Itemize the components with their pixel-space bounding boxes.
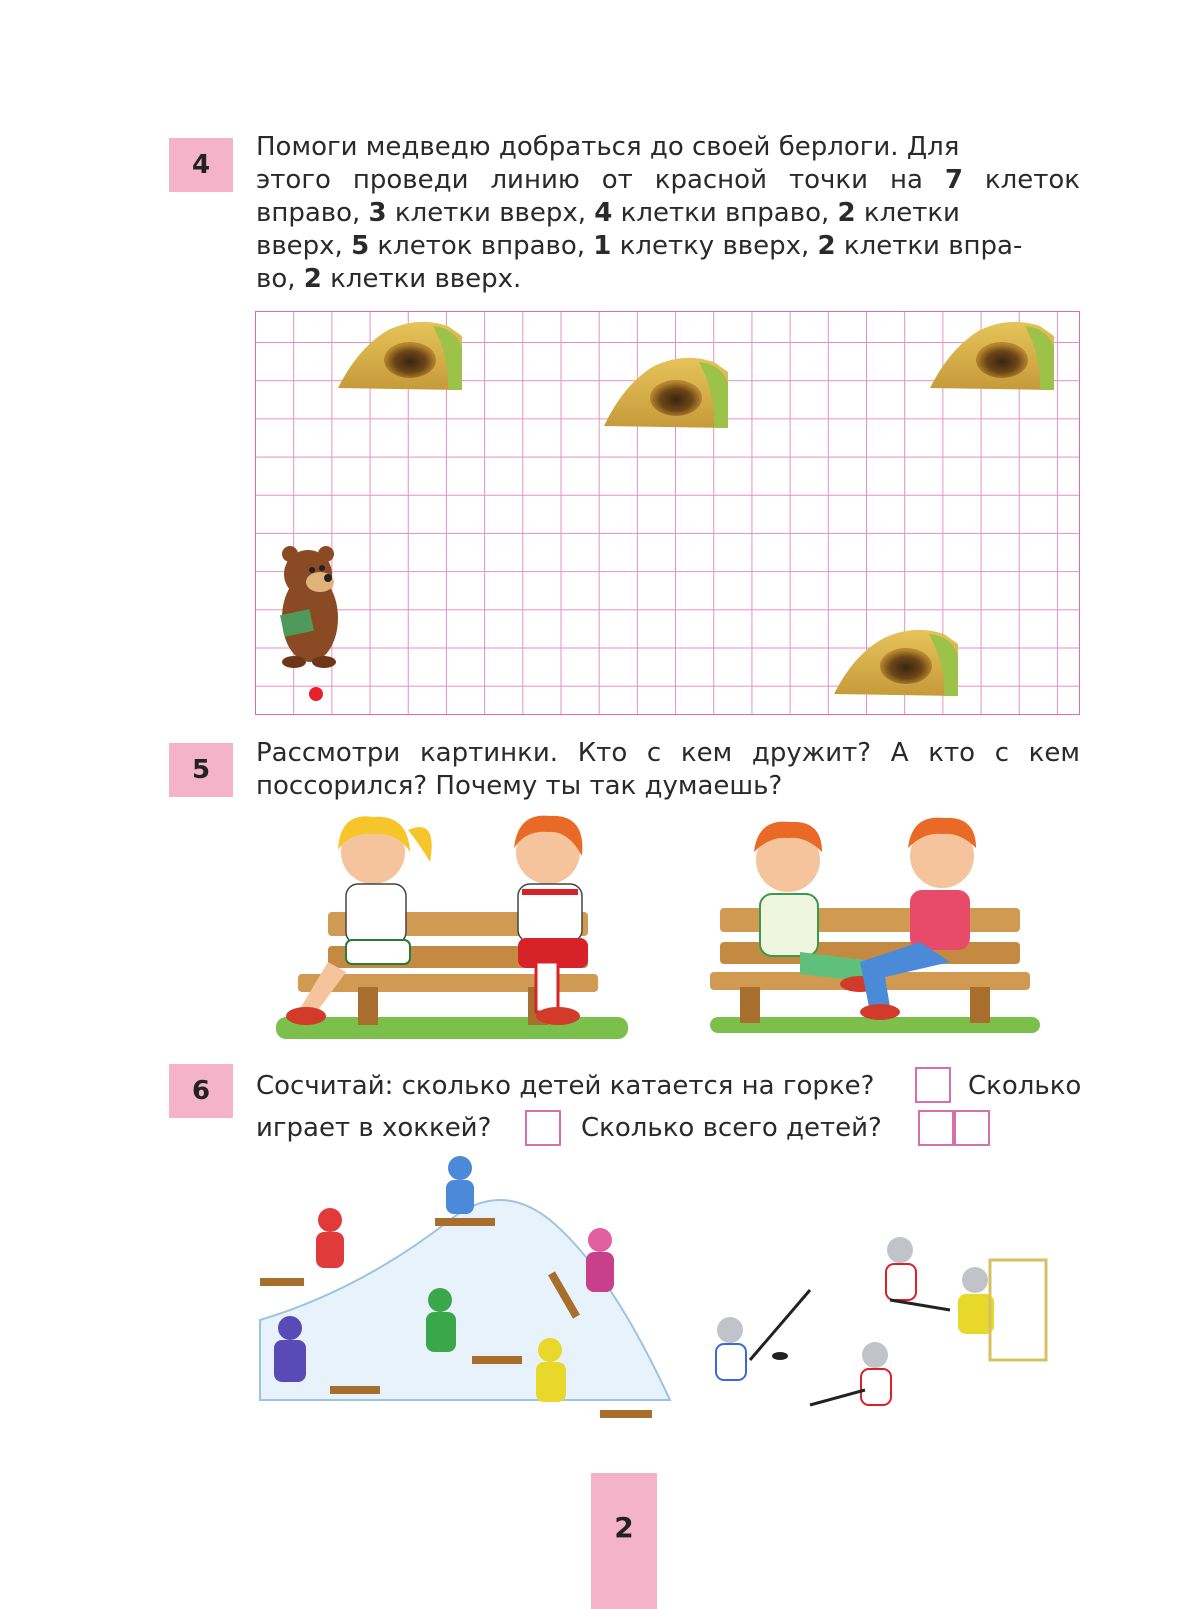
text-run: клетку вверх,	[611, 231, 818, 261]
number-bold: 3	[368, 198, 387, 228]
text-line	[256, 131, 1080, 164]
task-5-text	[256, 737, 1080, 803]
number-bold: 2	[837, 198, 856, 228]
hockey-player-figure	[716, 1290, 810, 1380]
quarrel-scene-illustration	[268, 812, 638, 1052]
task-number: 4	[191, 150, 211, 180]
answer-box-sledding[interactable]	[915, 1067, 951, 1103]
text-line	[256, 197, 1080, 230]
text-line	[256, 263, 1080, 296]
text-run: клетки вверх,	[386, 198, 595, 228]
text-run: этого проведи линию от красной точки на	[256, 165, 945, 195]
text-line	[256, 230, 1080, 263]
text-run: вправо,	[256, 198, 369, 228]
answer-box-total-tens[interactable]	[918, 1110, 954, 1146]
text-run: клеток	[962, 165, 1081, 195]
number-bold: 5	[351, 231, 370, 261]
sledding-child-figure	[260, 1208, 344, 1286]
number-bold: 1	[593, 231, 612, 261]
text-run: клетки вверх.	[321, 264, 522, 294]
task-number: 5	[191, 755, 211, 785]
friends-scene-illustration	[710, 812, 1040, 1052]
text-run: вверх,	[256, 231, 352, 261]
text-run: во,	[256, 264, 304, 294]
task-number-badge	[169, 1064, 233, 1118]
goalkeeper-figure	[958, 1260, 1046, 1360]
text-run: клетки	[855, 198, 960, 228]
winter-scene-illustration	[250, 1160, 1080, 1490]
text-line: Рассмотри картинки. Кто с кем дружит? А кто с кем	[256, 738, 1080, 768]
answer-box-hockey[interactable]	[525, 1110, 561, 1146]
hockey-player-figure	[886, 1237, 950, 1310]
text-line	[256, 164, 1080, 197]
girl-right-figure	[514, 816, 588, 1025]
task-6-question-1: Сосчитай: сколько детей катается на горке?	[256, 1071, 875, 1101]
task-4-text	[256, 131, 1080, 296]
task-number-badge	[169, 138, 233, 192]
answer-box-total-ones[interactable]	[954, 1110, 990, 1146]
page-number	[591, 1473, 657, 1609]
text-run: клеток вправо,	[369, 231, 594, 261]
puck-icon	[772, 1352, 788, 1360]
number-bold: 2	[303, 264, 322, 294]
hockey-player-figure	[810, 1342, 891, 1405]
text-run: клетки впра-	[835, 231, 1023, 261]
text-run: клетки вправо,	[612, 198, 838, 228]
number-bold: 4	[594, 198, 613, 228]
number-bold: 2	[817, 231, 836, 261]
text-line: поссорился? Почему ты так думаешь?	[256, 771, 783, 801]
task-number: 6	[191, 1076, 211, 1106]
text-run: Помоги медведю добраться до своей берлоги. Для	[256, 132, 960, 162]
task-number-badge	[169, 743, 233, 797]
squared-grid[interactable]	[255, 311, 1080, 715]
task-6-question-2a: Сколько	[968, 1071, 1082, 1101]
page-number-label: 2	[614, 1511, 634, 1544]
task-6-question-3: Сколько всего детей?	[581, 1113, 882, 1143]
task-6-question-2b: играет в хоккей?	[256, 1113, 492, 1143]
number-bold: 7	[944, 165, 963, 195]
